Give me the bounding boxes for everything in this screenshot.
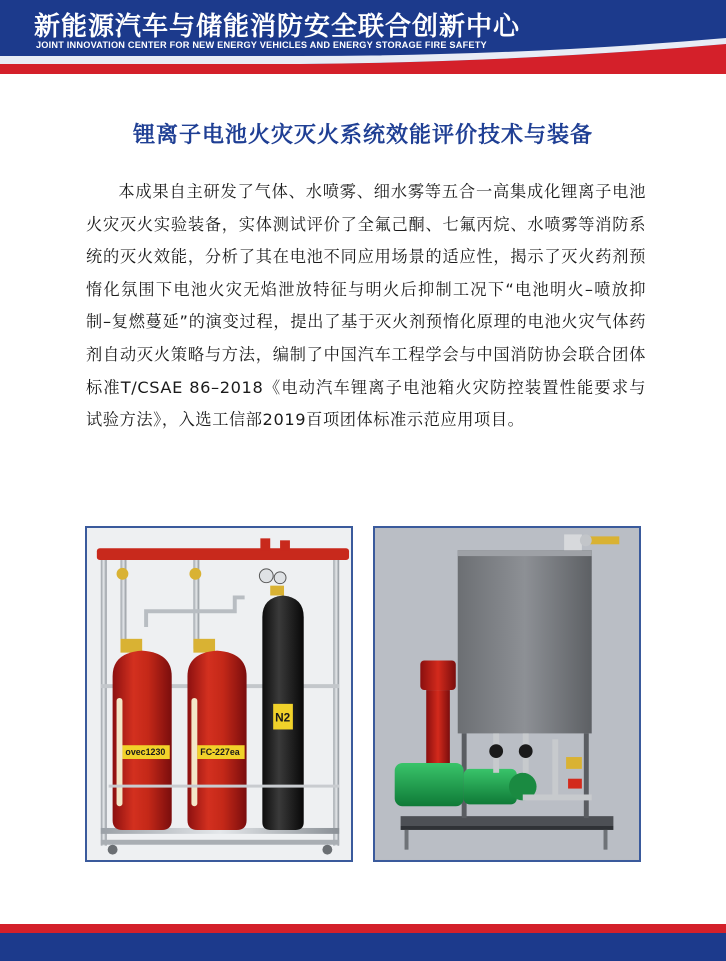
cylinder-label-ovec1230: ovec1230 [125, 747, 166, 758]
footer-blue-band [0, 933, 726, 961]
gas-extinguishing-system-image [85, 526, 353, 862]
cylinder-label-fc227ea: FC-227ea [200, 747, 240, 758]
organization-name-en: JOINT INNOVATION CENTER FOR NEW ENERGY VEHICLES AND ENERGY STORAGE FIRE SAFETY [36, 40, 487, 50]
page-title: 锂离子电池火灾灭火系统效能评价技术与装备 [132, 123, 593, 148]
water-spray-pump-illustration [375, 528, 639, 860]
article-body: 本成果自主研发了气体、水喷雾、细水雾等五合一高集成化锂离子电池火灾灭火实验装备，实体测试评价了全氟己酮、七氟丙烷、水喷雾等消防系统的灭火效能，分析了其在电池不同应用场景的适应性，揭示了灭火药剂预惰化氛围下电池火灾无焰泄放特征与明火后抑制工况下“电池明火–喷放抑制–复燃蔓延”的演变过程，提出了基于灭火剂预惰化原理的电池火灾气体药剂自动灭火策略与方法，编制了中国汽车工程学会与中国消防协会联合团体标准T/CSAE 86–2018《电动汽车锂离子电池箱火灾防控装置性能要求与试验方法》，入选工信部2019百项团体标准示范应用项目。 [86, 182, 646, 430]
gas-cylinder-rack-illustration [87, 528, 351, 860]
header-banner [0, 0, 726, 74]
water-mist-system-image [373, 526, 641, 862]
cylinder-label-n2: N2 [275, 710, 291, 725]
organization-name-cn: 新能源汽车与储能消防安全联合创新中心 [34, 12, 521, 42]
footer-red-stripe [0, 924, 726, 933]
